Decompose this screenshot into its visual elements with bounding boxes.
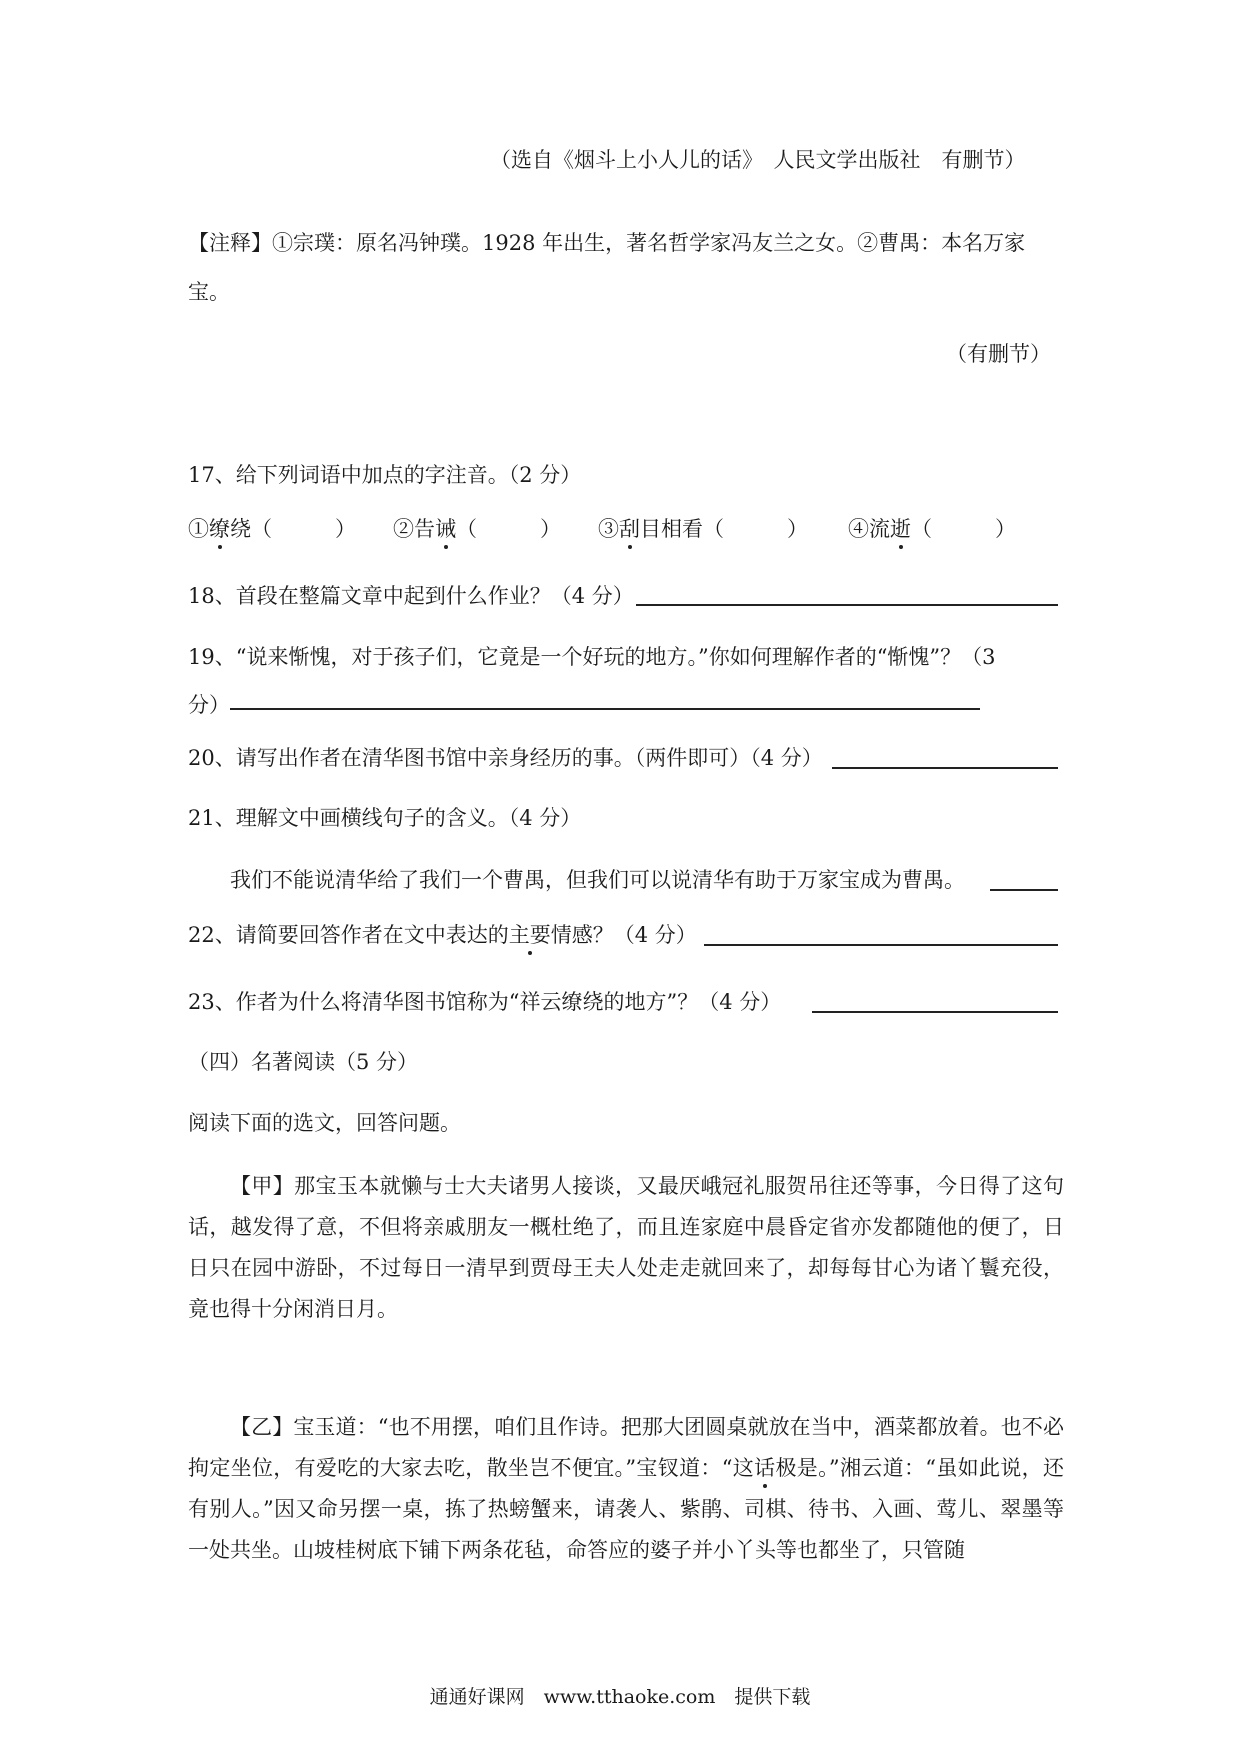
question-19-line-1: 19、“说来惭愧，对于孩子们，它竟是一个好玩的地方。”你如何理解作者的“惭愧”？（3 <box>188 645 996 669</box>
question-21-sentence: 我们不能说清华给了我们一个曹禺，但我们可以说清华有助于万家宝成为曹禺。 <box>230 868 965 892</box>
q22-dotted-word: 主要 <box>508 923 551 947</box>
annotation-label: 【注释】 <box>188 231 272 255</box>
question-23: 23、作者为什么将清华图书馆称为“祥云缭绕的地方”？（4 分） <box>188 990 782 1014</box>
question-19-line-2: 分） <box>188 693 230 717</box>
answer-line-23[interactable] <box>812 989 1058 1013</box>
annotation-line-1 <box>188 228 1025 258</box>
question-22: 22、请简要回答作者在文中表达的主要情感？（4 分） <box>188 923 697 947</box>
question-21-stem: 21、理解文中画横线句子的含义。（4 分） <box>188 806 582 830</box>
question-20: 20、请写出作者在清华图书馆中亲身经历的事。（两件即可）（4 分） <box>188 746 823 770</box>
answer-line-20[interactable] <box>832 745 1058 769</box>
answer-line-22[interactable] <box>704 922 1058 946</box>
passage-yi: 【乙】宝玉道：“也不用摆，咱们且作诗。把那大团圆桌就放在当中，酒菜都放着。也不必拘定坐位，有爱吃的大家去吃，散坐岂不便宜。”宝钗道：“这话极是。”湘云道：“虽如此说，还有别人。”因又命另摆一桌，拣了热螃蟹来，请袭人、紫鹃、司棋、待书、入画、莺儿、翠墨等一处共坐。山坡桂树底下铺下两条花毡，命答应的婆子并小丫头等也都坐了，只管随 <box>188 1415 1064 1562</box>
section-4-heading: （四）名著阅读（5 分） <box>188 1050 419 1074</box>
answer-line-18[interactable] <box>636 582 1058 606</box>
passage-jia: 【甲】那宝玉本就懒与士大夫诸男人接谈，又最厌峨冠礼服贺吊往还等事，今日得了这句话，越发得了意，不但将亲戚朋友一概杜绝了，而且连家庭中晨昏定省亦发都随他的便了，日日只在园中游卧，不过每日一清早到贾母王夫人处走走就回来了，却每每甘心为诸丫鬟充役，竟也得十分闲消日月。 <box>188 1174 1064 1321</box>
question-18 <box>188 581 634 611</box>
q17-item-2: ②告诫（ ） <box>393 517 561 541</box>
q17-item-1: ①缭绕（ ） <box>188 517 356 541</box>
q17-item-4: ④流逝（ ） <box>848 517 1016 541</box>
annotation-text-1: ①宗璞：原名冯钟璞。1928 年出生，著名哲学家冯友兰之女。②曹禺：本名万家 <box>272 231 1026 255</box>
abridged-note: （有删节） <box>946 342 1051 366</box>
question-17-stem: 17、给下列词语中加点的字注音。（2 分） <box>188 463 582 487</box>
reading-instruction: 阅读下面的选文，回答问题。 <box>188 1111 461 1135</box>
source-citation: （选自《烟斗上小人儿的话》 人民文学出版社 有删节） <box>490 148 1026 172</box>
q17-item-3: ③刮目相看（ ） <box>598 517 808 541</box>
annotation-line-2: 宝。 <box>188 280 230 304</box>
passage-yi-dotted-char: 话 <box>754 1456 776 1480</box>
question-18-text: 18、首段在整篇文章中起到什么作业？（4 分） <box>188 584 634 608</box>
answer-line-19[interactable] <box>230 686 980 710</box>
page-footer: 通通好课网 www.tthaoke.com 提供下载 <box>429 1686 811 1708</box>
answer-line-21[interactable] <box>990 867 1058 891</box>
